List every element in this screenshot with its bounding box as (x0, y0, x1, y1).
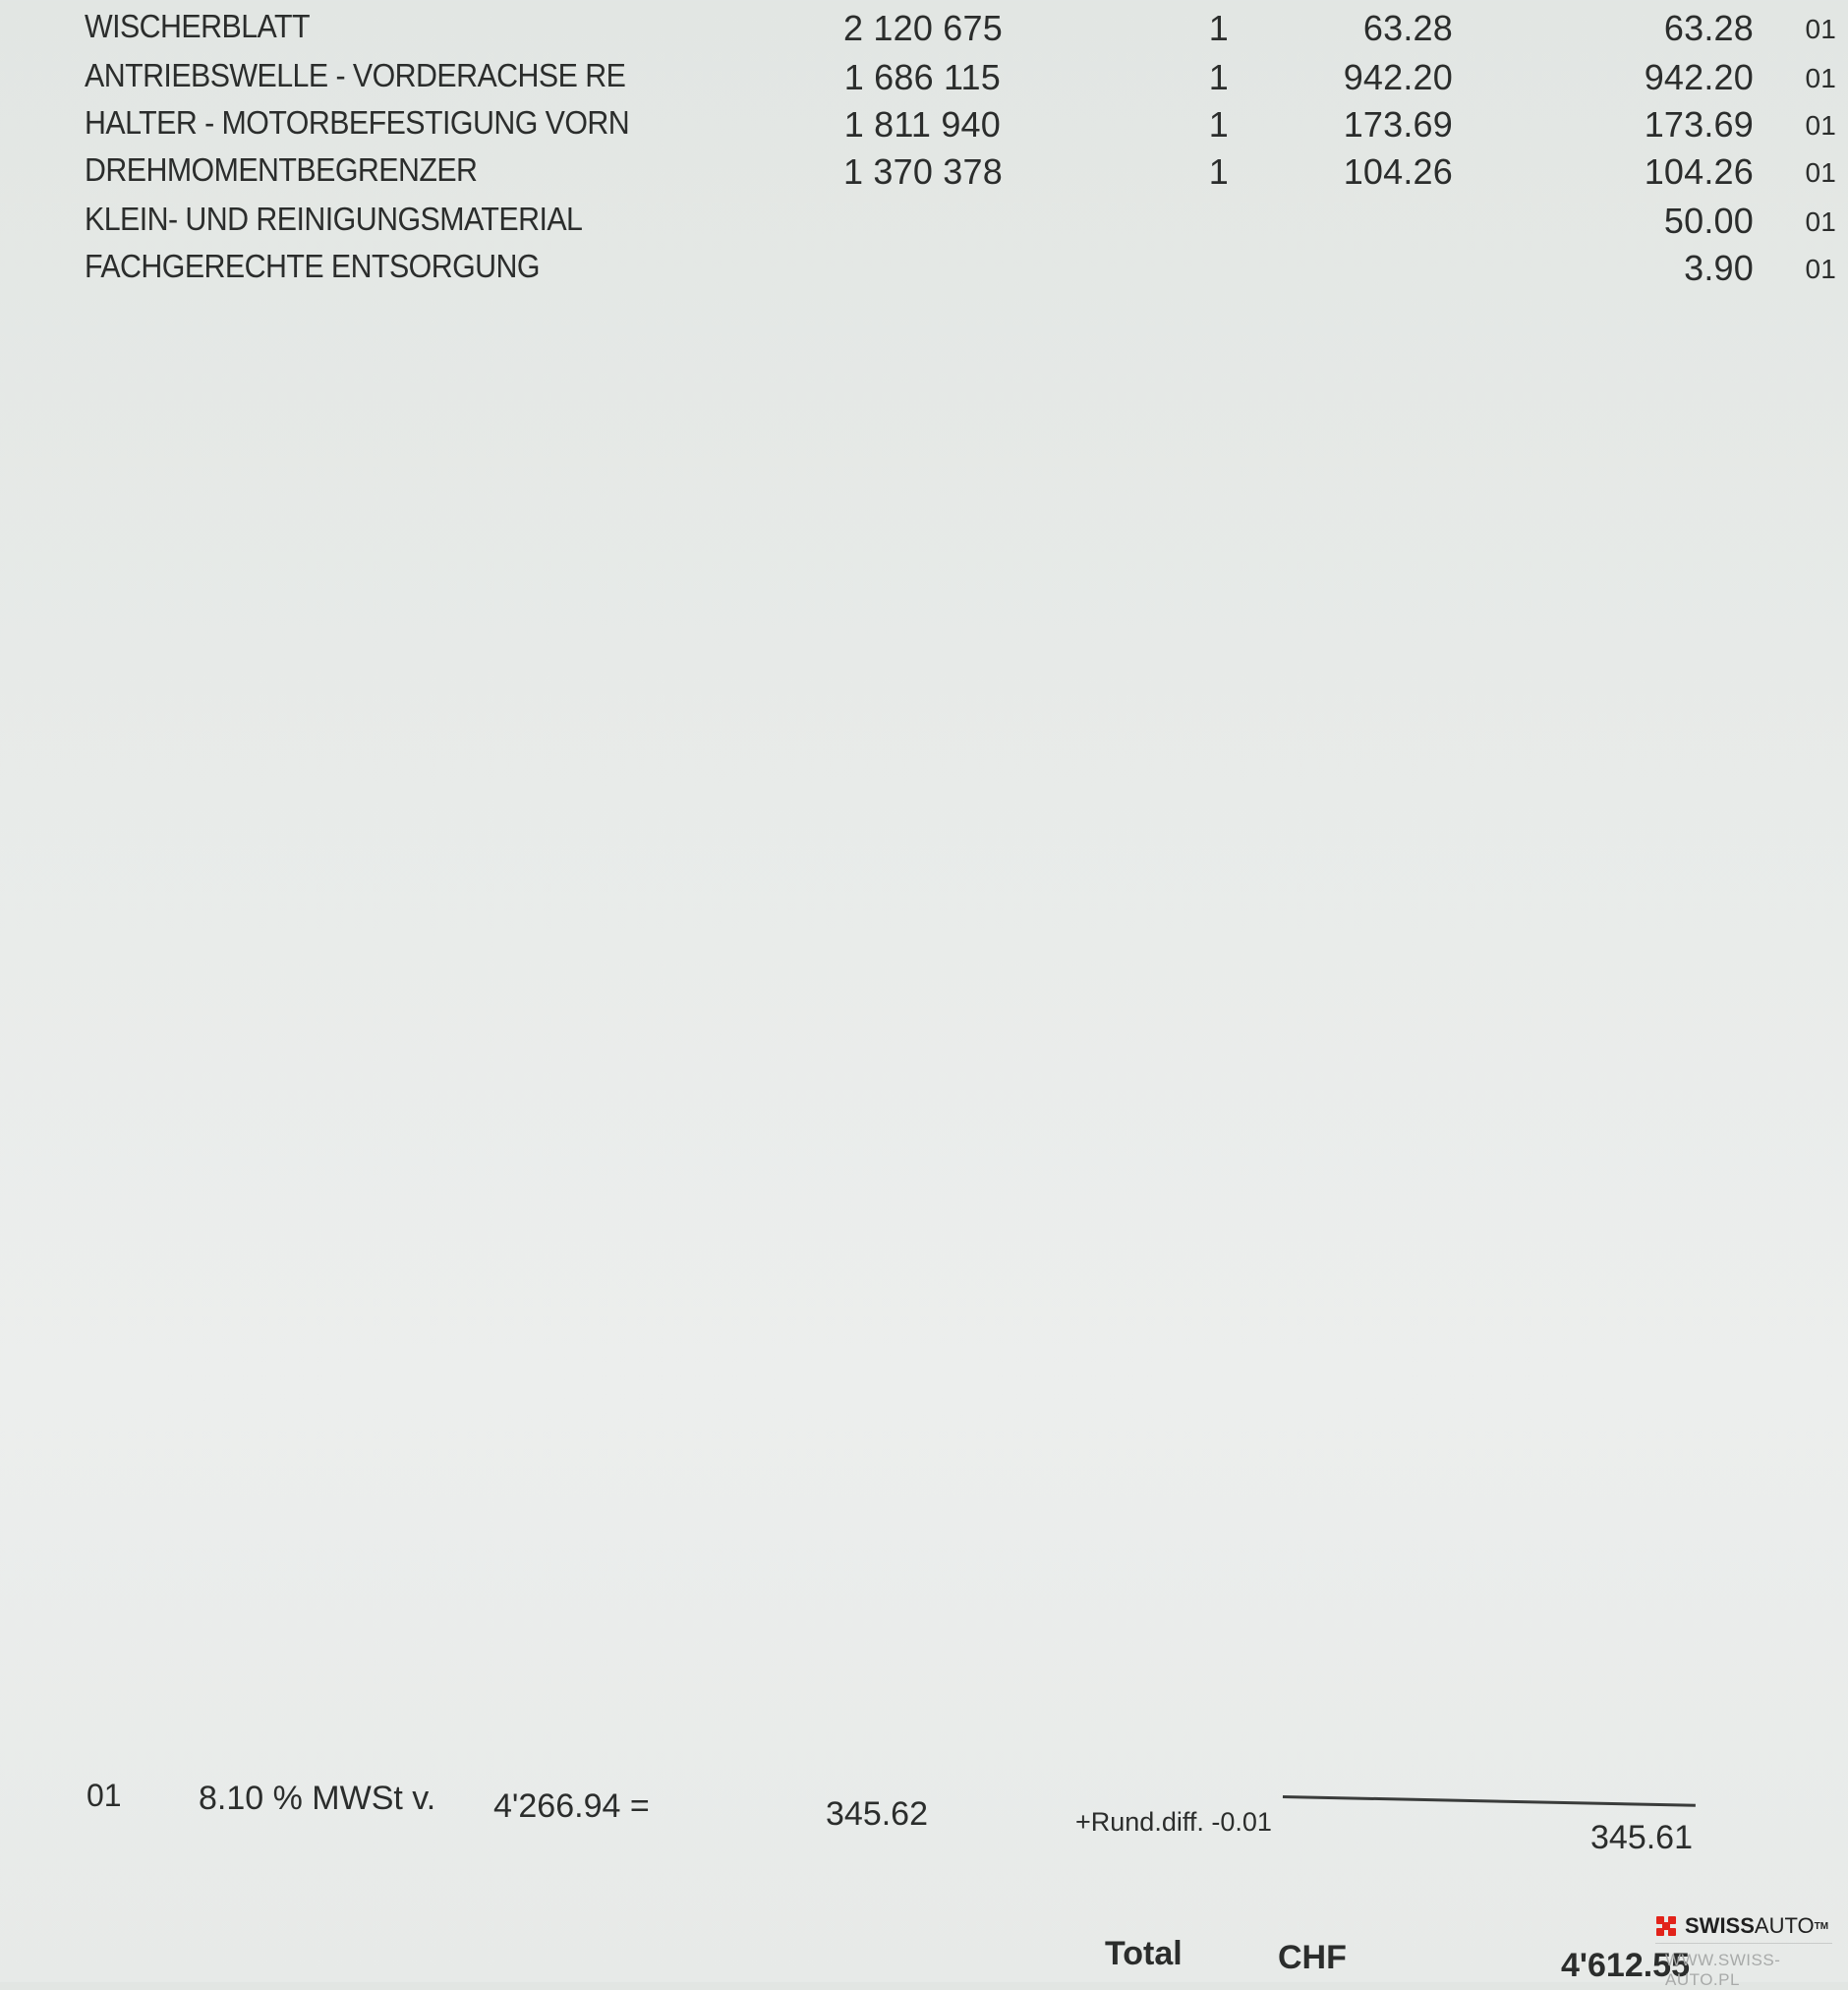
item-amount: 104.26 (1644, 151, 1754, 192)
vat-amount: 345.62 (826, 1795, 928, 1833)
watermark-logo (1655, 1913, 1828, 1939)
item-amount: 942.20 (1644, 57, 1754, 97)
line-item-row (0, 151, 1848, 199)
swiss-cross-icon (1655, 1915, 1677, 1937)
item-unit-price: 104.26 (1343, 151, 1453, 192)
item-quantity: 1 (1208, 8, 1229, 48)
item-description: DREHMOMENTBEGRENZER (85, 151, 478, 188)
item-description: FACHGERECHTE ENTSORGUNG (85, 248, 540, 284)
item-part-number: 1 811 940 (843, 104, 1001, 145)
item-unit-price: 942.20 (1343, 57, 1453, 97)
total-label: Total (1105, 1935, 1183, 1972)
item-vat-code: 01 (1805, 14, 1836, 44)
watermark-trademark: TM (1814, 1920, 1829, 1932)
item-description: HALTER - MOTORBEFESTIGUNG VORN (85, 104, 630, 141)
item-quantity: 1 (1208, 104, 1229, 145)
item-description: KLEIN- UND REINIGUNGSMATERIAL (85, 201, 583, 237)
line-item-row (0, 57, 1848, 104)
vat-total: 345.61 (1590, 1819, 1693, 1856)
line-item-row (0, 201, 1848, 248)
total-currency: CHF (1278, 1939, 1347, 1976)
watermark-divider (1655, 1943, 1832, 1944)
item-amount: 50.00 (1663, 201, 1754, 241)
item-unit-price: 63.28 (1362, 8, 1453, 48)
line-item-row (0, 8, 1848, 55)
rounding-difference: +Rund.diff. -0.01 (1075, 1807, 1272, 1837)
vat-rate-label: 8.10 % MWSt v. (199, 1780, 436, 1817)
sum-divider-line (1283, 1795, 1696, 1807)
grand-total-amount: 4'612.55 (1561, 1947, 1690, 1984)
line-item-row (0, 104, 1848, 151)
item-part-number: 2 120 675 (843, 8, 1003, 48)
item-vat-code: 01 (1805, 254, 1836, 284)
watermark-brand-bold: SWISS (1685, 1913, 1755, 1938)
item-amount: 63.28 (1663, 8, 1754, 48)
line-item-row (0, 248, 1848, 295)
item-part-number: 1 370 378 (843, 151, 1003, 192)
item-description: ANTRIEBSWELLE - VORDERACHSE RE (85, 57, 626, 93)
watermark-brand-rest: AUTO (1754, 1913, 1815, 1938)
item-part-number: 1 686 115 (843, 57, 1001, 97)
item-description: WISCHERBLATT (85, 8, 310, 44)
vat-base-amount: 4'266.94 = (493, 1787, 650, 1825)
item-vat-code: 01 (1805, 157, 1836, 188)
item-quantity: 1 (1208, 57, 1229, 97)
item-amount: 3.90 (1684, 248, 1754, 288)
watermark (1655, 1913, 1838, 1989)
item-amount: 173.69 (1644, 104, 1754, 145)
item-vat-code: 01 (1805, 110, 1836, 141)
item-unit-price: 173.69 (1343, 104, 1453, 145)
watermark-url: WWW.SWISS-AUTO.PL (1665, 1951, 1781, 1989)
vat-code: 01 (87, 1778, 122, 1813)
item-vat-code: 01 (1805, 206, 1836, 237)
item-quantity: 1 (1208, 151, 1229, 192)
item-vat-code: 01 (1805, 63, 1836, 93)
